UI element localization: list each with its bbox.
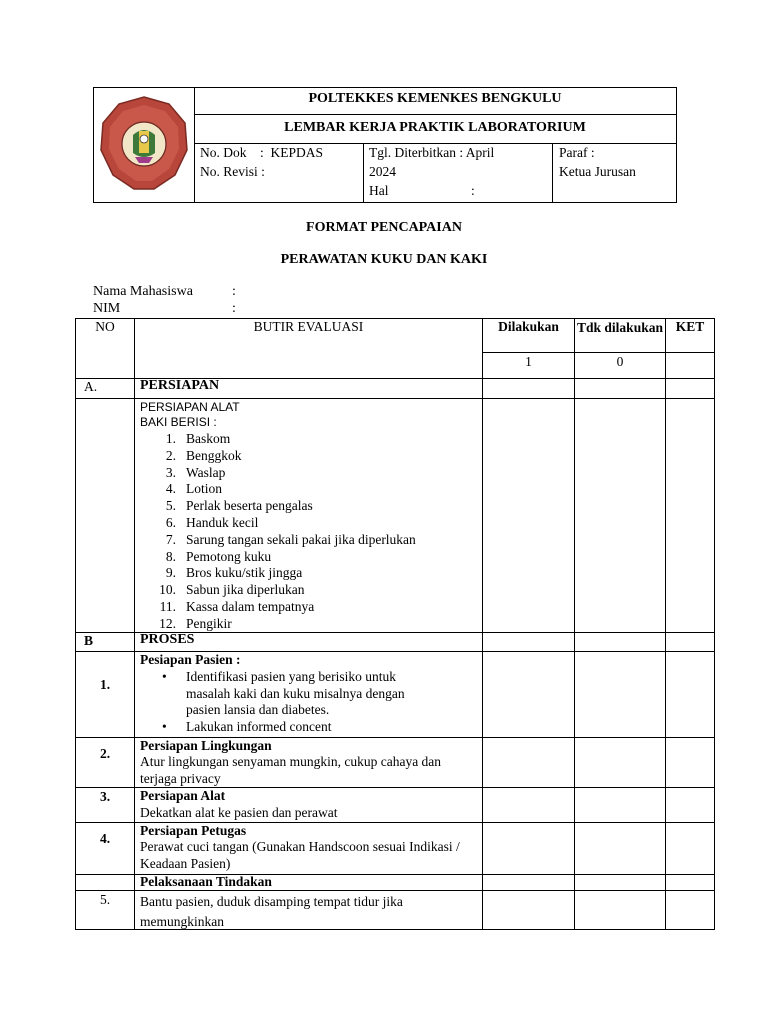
list-item: 5. Perlak beserta pengalas — [165, 498, 313, 514]
item-2-title: Persiapan Lingkungan — [140, 738, 272, 753]
item-5-text: Bantu pasien, duduk disamping tempat tidur jika memungkinkan — [140, 894, 403, 929]
list-item: 3. Waslap — [165, 464, 226, 480]
section-b-no: B — [84, 633, 94, 648]
list-item: • Lakukan informed concent — [140, 719, 440, 736]
approval-cell — [553, 143, 676, 202]
list-item: • Identifikasi pasien yang berisiko untuk masalah kaki dan kuku misalnya dengan pasien lansia dan diabetes. — [140, 669, 440, 719]
list-item: 11. Kassa dalam tempatnya — [159, 598, 315, 614]
item-3-no: 3. — [99, 789, 111, 804]
nama-colon: : — [232, 284, 236, 299]
ketua-jurusan: Ketua Jurusan — [559, 164, 636, 179]
item-3-title: Persiapan Alat — [140, 788, 226, 803]
evaluation-table — [75, 318, 715, 930]
item-3-text: Dekatkan alat ke pasien dan perawat — [140, 805, 338, 820]
list-item: 10. Sabun jika diperlukan — [159, 582, 305, 598]
col-header-no: NO — [95, 319, 115, 334]
item-1-title: Pesiapan Pasien : — [140, 652, 241, 667]
tools-list — [140, 431, 416, 633]
document-header — [93, 87, 677, 203]
paraf-label: Paraf : — [559, 145, 595, 160]
item-4-no: 4. — [99, 831, 111, 846]
list-item: 9. Bros kuku/stik jingga — [165, 565, 303, 581]
hal-label: Hal — [369, 183, 389, 198]
score-done: 1 — [525, 354, 532, 369]
col-header-butir: BUTIR EVALUASI — [253, 319, 364, 334]
list-item: 8. Pemotong kuku — [165, 548, 272, 564]
nim-label: NIM — [93, 301, 121, 316]
tgl-year: 2024 — [369, 164, 396, 179]
col-header-ket: KET — [675, 319, 705, 334]
institution-name: POLTEKKES KEMENKES BENGKULU — [194, 88, 676, 115]
logo-cell — [94, 88, 195, 202]
hal-row — [369, 181, 552, 200]
section-a-label: PERSIAPAN — [140, 378, 220, 393]
nama-mahasiswa-label: Nama Mahasiswa — [93, 284, 193, 299]
section-b-label: PROSES — [140, 632, 195, 647]
item-5-no: 5. — [99, 892, 111, 907]
persiapan-alat-label: PERSIAPAN ALAT — [140, 400, 240, 414]
poltekkes-logo-icon — [99, 95, 189, 193]
issue-date-cell — [364, 143, 553, 202]
doc-number-cell — [194, 143, 364, 202]
score-not-done: 0 — [616, 354, 624, 369]
hal-colon: : — [471, 183, 475, 198]
col-header-tdk-dilakukan: Tdk dilakukan — [577, 320, 663, 335]
tgl-diterbitkan: Tgl. Diterbitkan : April — [369, 145, 495, 160]
list-item: 7. Sarung tangan sekali pakai jika diperlukan — [165, 531, 416, 547]
pelaksanaan-tindakan-label: Pelaksanaan Tindakan — [140, 874, 272, 889]
no-revisi: No. Revisi : — [200, 164, 265, 179]
format-title: FORMAT PENCAPAIAN — [306, 220, 462, 235]
col-header-dilakukan: Dilakukan — [498, 319, 559, 334]
baki-berisi-label: BAKI BERISI : — [140, 415, 217, 429]
item-2-no: 2. — [99, 746, 111, 761]
no-dok: No. Dok : KEPDAS — [200, 145, 324, 160]
list-item: 6. Handuk kecil — [165, 514, 259, 530]
item-1-no: 1. — [99, 677, 111, 692]
list-item: 4. Lotion — [165, 481, 222, 497]
nim-colon: : — [232, 301, 236, 316]
procedure-title: PERAWATAN KUKU DAN KAKI — [280, 252, 488, 267]
item-4-text: Perawat cuci tangan (Gunakan Handscoon sesuai Indikasi / Keadaan Pasien) — [140, 839, 460, 871]
item-2-text: Atur lingkungan senyaman mungkin, cukup cahaya dan terjaga privacy — [140, 754, 442, 786]
item-4-title: Persiapan Petugas — [140, 823, 247, 838]
list-item: 1. Baskom — [165, 431, 231, 446]
list-item: 2. Benggkok — [165, 447, 242, 463]
item-1-bullets — [140, 669, 440, 735]
section-a-no: A. — [84, 379, 98, 394]
list-item: 12. Pengikir — [159, 615, 232, 631]
document-title: LEMBAR KERJA PRAKTIK LABORATORIUM — [194, 114, 676, 144]
